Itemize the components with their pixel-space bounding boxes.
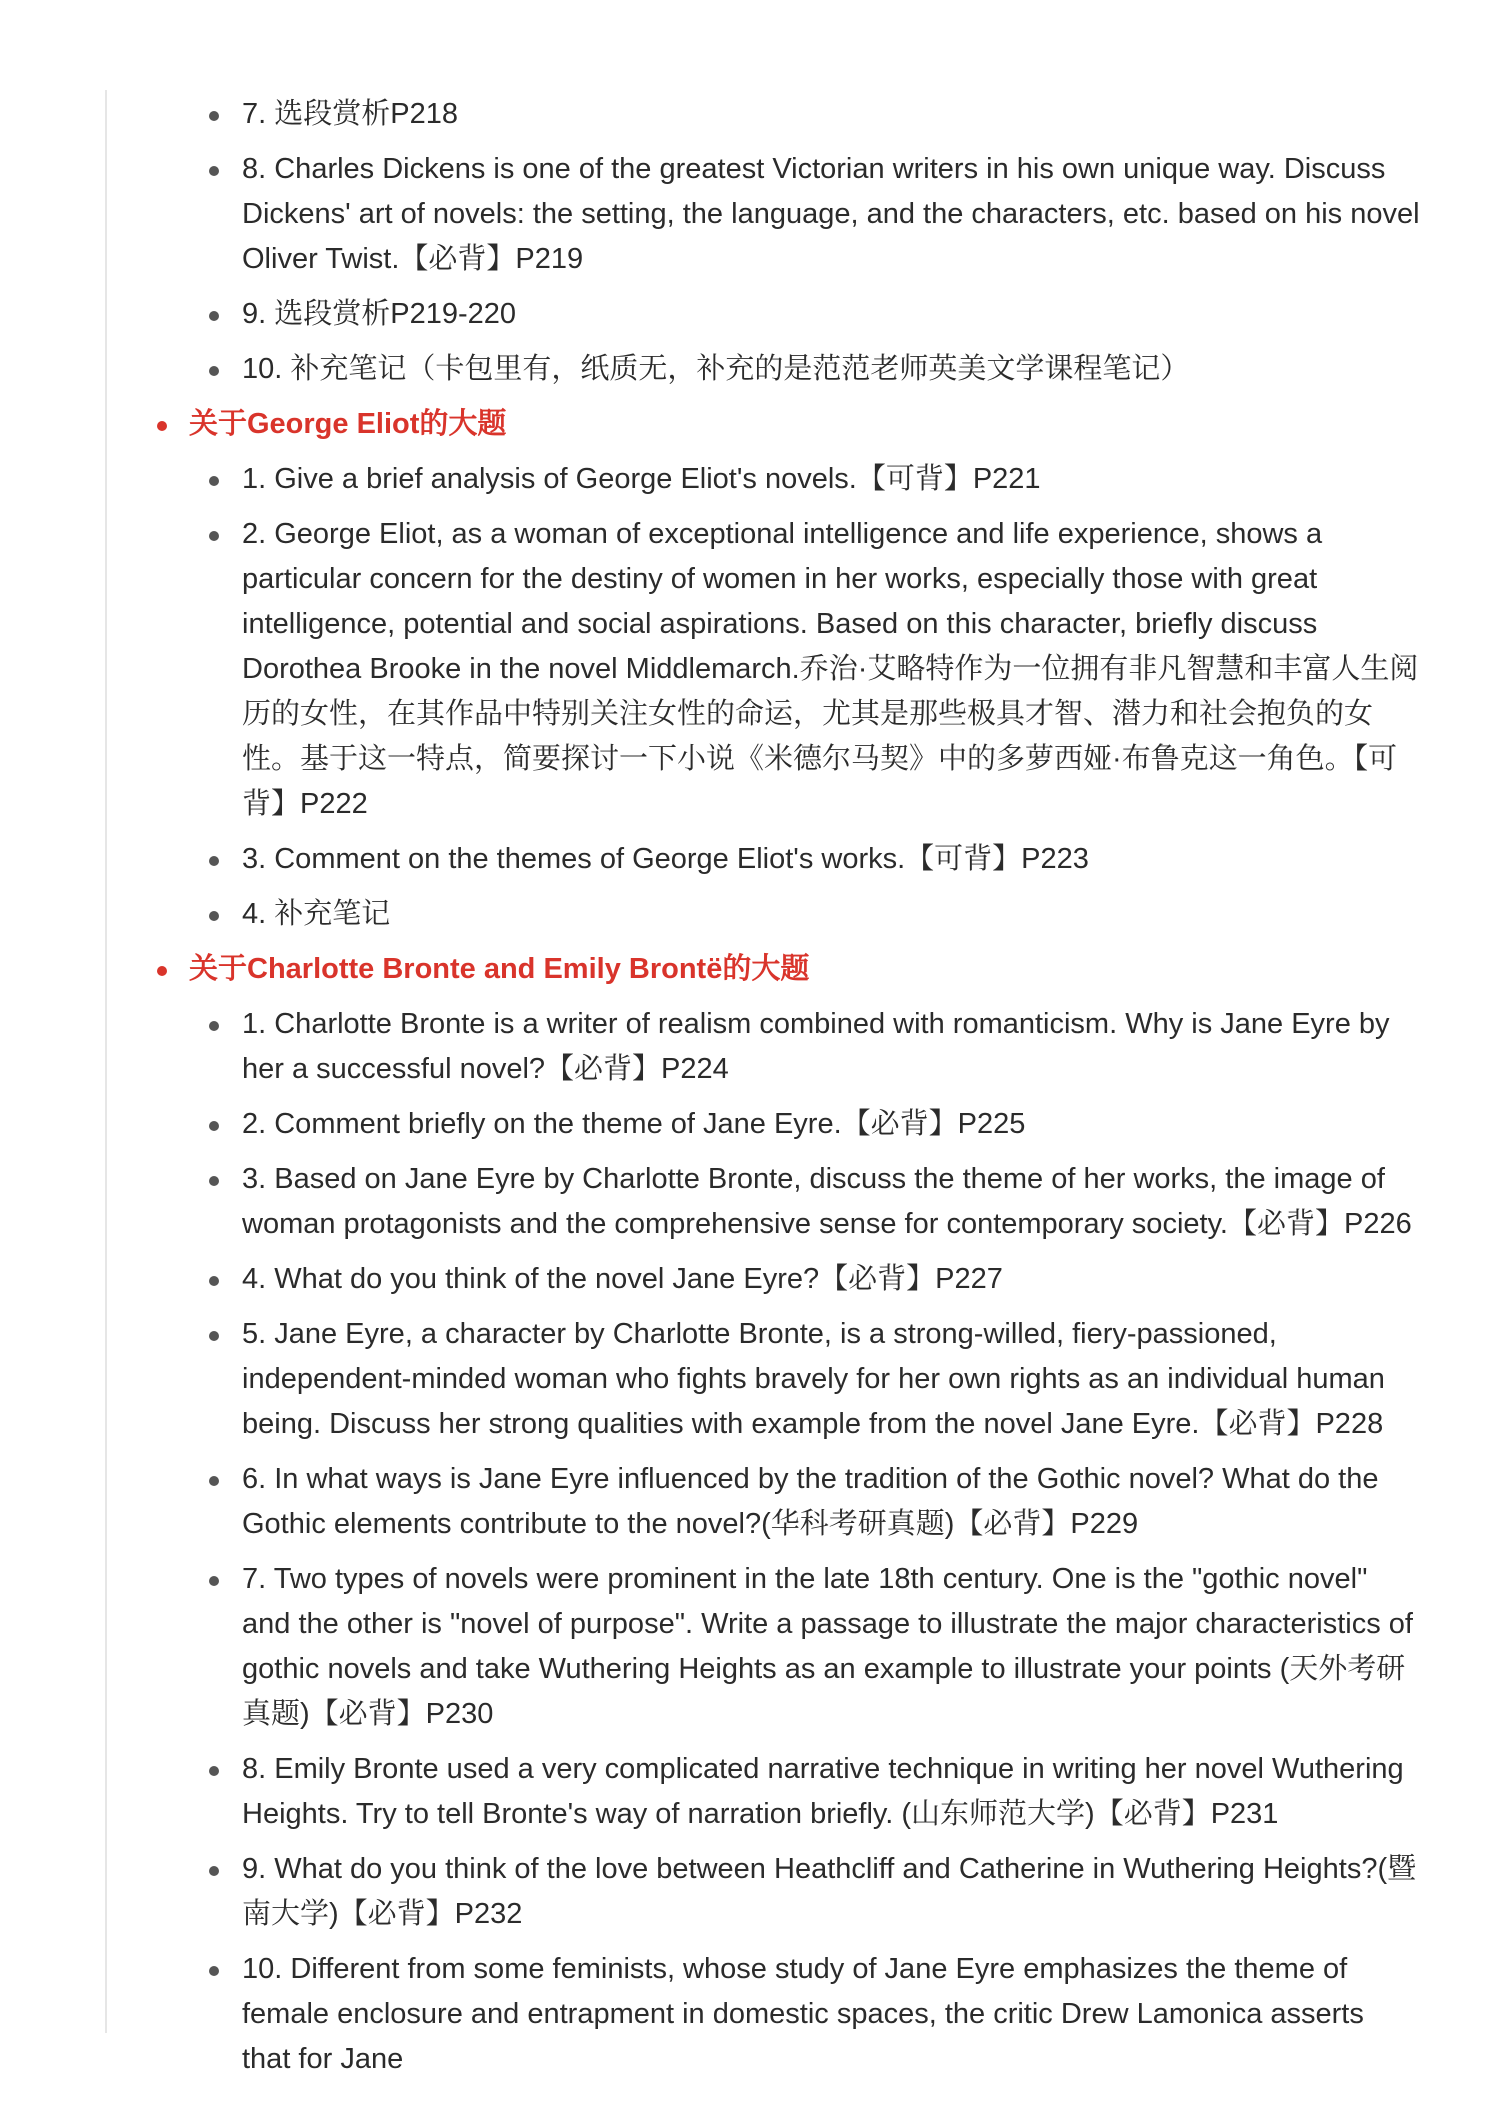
- list-item: 4. 补充笔记: [242, 892, 1420, 937]
- list-item: 7. Two types of novels were prominent in the late 18th century. One is the "gothic novel" and the other is "novel of purpose". Write a passage to illustrate the major characteristics of gothic novels and take Wuthering Heights as an example to illustrate your points (天外考研真题)【必背】P230: [242, 1557, 1420, 1737]
- section-heading-eliot: 关于George Eliot的大题: [189, 402, 1500, 447]
- list-item: 4. What do you think of the novel Jane Eyre?【必背】P227: [242, 1257, 1420, 1302]
- group-eliot: [0, 457, 1500, 937]
- eliot-items: [0, 457, 1500, 937]
- list-item: 8. Charles Dickens is one of the greatest Victorian writers in his own unique way. Discuss Dickens' art of novels: the setting, the language, and the characters, etc. based on his novel Oliver Twist.【必背】P219: [242, 147, 1420, 282]
- list-item: 5. Jane Eyre, a character by Charlotte Bronte, is a strong-willed, fiery-passioned, independent-minded woman who fights bravely for her own rights as an individual human being. Discuss her strong qualities with example from the novel Jane Eyre.【必背】P228: [242, 1312, 1420, 1447]
- list-item: 9. 选段赏析P219-220: [242, 292, 1420, 337]
- list-item: 6. In what ways is Jane Eyre influenced by the tradition of the Gothic novel? What do the Gothic elements contribute to the novel?(华科考研真题)【必背】P229: [242, 1457, 1420, 1547]
- list-item: 3. Comment on the themes of George Eliot's works.【可背】P223: [242, 837, 1420, 882]
- list-item: 2. Comment briefly on the theme of Jane Eyre.【必背】P225: [242, 1102, 1420, 1147]
- list-item: 2. George Eliot, as a woman of exceptional intelligence and life experience, shows a particular concern for the destiny of women in her works, especially those with great intelligence, potential and social aspirations. Based on this character, briefly discuss Dorothea Brooke in the novel Middlemarch.乔治·艾略特作为一位拥有非凡智慧和丰富人生阅历的女性，在其作品中特别关注女性的命运，尤其是那些极具才智、潜力和社会抱负的女性。基于这一特点，简要探讨一下小说《米德尔马契》中的多萝西娅·布鲁克这一角色。【可背】P222: [242, 512, 1420, 827]
- group-dickens: [0, 92, 1500, 392]
- list-item: 7. 选段赏析P218: [242, 92, 1420, 137]
- dickens-items: [0, 92, 1500, 392]
- list-item: 8. Emily Bronte used a very complicated narrative technique in writing her novel Wuthering Heights. Try to tell Bronte's way of narration briefly. (山东师范大学)【必背】P231: [242, 1747, 1420, 1837]
- list-item: 1. Charlotte Bronte is a writer of realism combined with romanticism. Why is Jane Eyre by her a successful novel?【必背】P224: [242, 1002, 1420, 1092]
- bronte-items: [0, 1002, 1500, 2082]
- group-bronte: [0, 1002, 1500, 2082]
- list-item: 10. 补充笔记（卡包里有，纸质无，补充的是范范老师英美文学课程笔记）: [242, 347, 1420, 392]
- list-item: 9. What do you think of the love between Heathcliff and Catherine in Wuthering Heights?(暨南大学)【必背】P232: [242, 1847, 1420, 1937]
- outline-list: [0, 92, 1500, 2082]
- list-item: 10. Different from some feminists, whose study of Jane Eyre emphasizes the theme of female enclosure and entrapment in domestic spaces, the critic Drew Lamonica asserts that for Jane: [242, 1947, 1420, 2082]
- section-heading-bronte: 关于Charlotte Bronte and Emily Brontë的大题: [189, 947, 1500, 992]
- list-item: 1. Give a brief analysis of George Eliot's novels.【可背】P221: [242, 457, 1420, 502]
- document-body: [0, 92, 1500, 2092]
- list-item: 3. Based on Jane Eyre by Charlotte Bronte, discuss the theme of her works, the image of woman protagonists and the comprehensive sense for contemporary society.【必背】P226: [242, 1157, 1420, 1247]
